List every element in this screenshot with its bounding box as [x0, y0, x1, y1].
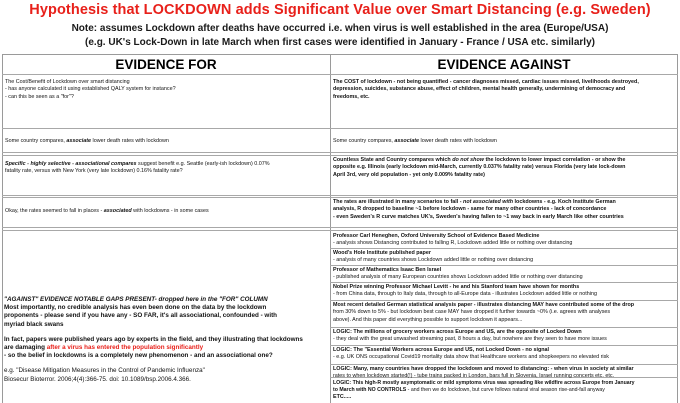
row-divider: [330, 327, 678, 328]
evidence-gaps-red-highlight: after a virus has entered the population significantly: [46, 344, 204, 352]
against-logic-essential-workers: [333, 347, 675, 362]
against-logic-dropped-line1: LOGIC: Many, many countries have dropped the lockdown and moved to distancing: - when virus in society at similar: [333, 366, 634, 372]
row-divider: [2, 230, 330, 231]
evidence-gaps-line2: proponents - please send if you have any - SO FAR, it's all associational, confounded - with: [4, 312, 278, 320]
table-border-right: [677, 54, 678, 403]
row-divider: [2, 152, 330, 153]
row-divider: [330, 248, 678, 249]
page-title: Hypothesis that LOCKDOWN adds Significant Value over Smart Distancing (e.g. Sweden): [29, 2, 651, 18]
row-divider: [330, 364, 678, 365]
row-divider: [330, 74, 678, 75]
against-row-cost-of-lockdown: [333, 79, 675, 101]
row-divider: [330, 128, 678, 129]
for-row-country-compares-emphasis: associate: [66, 138, 91, 144]
for-row-cost-benefit-line2: - has anyone calculated it using established QALY system for instance?: [5, 86, 176, 93]
evidence-for-header: EVIDENCE FOR: [115, 57, 217, 72]
for-row-country-compares: [5, 138, 328, 145]
against-ben-israel: [333, 267, 675, 282]
row-divider: [2, 195, 330, 196]
for-row-evidence-gaps: [4, 296, 328, 384]
against-logic-high-r: [333, 380, 675, 393]
against-row-country-compares-text-end: lower death rates with lockdown: [419, 138, 497, 144]
against-heneghen-detail: - analysis shows Distancing contributed to falling R, Lockdown added little or nothing over distancing: [333, 240, 573, 247]
against-logic-essential-title: LOGIC: The "Essential Workers across Europe and US, not Locked Down - no signal: [333, 347, 550, 353]
against-row-state-compares: [333, 157, 675, 179]
column-divider: [330, 54, 331, 403]
row-divider: [2, 197, 330, 198]
row-divider: [2, 128, 330, 129]
for-row-cost-benefit: [5, 79, 328, 101]
reference-title: e.g. "Disease Mitigation Measures in the Control of Pandemic Influenza": [4, 367, 205, 375]
against-row-rates-line3: - even Sweden's R curve matches UK's, Sweden's having fallen to ~1 way back in early March like other countries: [333, 213, 624, 220]
for-row-specific-compares-text: suggest benefit e.g. Seattle (early-ish lockdown) 0.07%: [136, 161, 270, 167]
against-etc: ETC.....: [333, 394, 352, 400]
against-row-rates-not-associated: [333, 199, 675, 221]
reference-citation: Biosecur Bioterror. 2006;4(4):366-75. doi: 10.1089/bsp.2006.4.366.: [4, 375, 191, 383]
row-divider: [2, 155, 330, 156]
against-row-country-compares-emphasis: associate: [394, 138, 419, 144]
row-divider: [2, 74, 330, 75]
against-german-analysis-line3: above). And this paper did everything possible to support lockdown it appears...: [333, 316, 523, 323]
against-row-country-compares: [333, 138, 675, 145]
for-row-cost-benefit-line1: The Cost/Benefit of Lockdown over smart distancing: [5, 79, 130, 85]
against-row-country-compares-text: Some country compares,: [333, 138, 395, 144]
evidence-gaps-papers-line3: - so the belief in lockdowns is a completely new phenomenon - and an associational one?: [4, 352, 273, 360]
for-row-country-compares-text: Some country compares,: [5, 138, 67, 144]
for-row-rates-fell-text: Okay, the rates seemed to fall in places -: [5, 208, 104, 214]
against-row-state-compares-text-end: the lockdown to lower impact correlation - or show the: [483, 157, 626, 163]
against-woods-hole: [333, 250, 675, 265]
against-ben-israel-title: Professor of Mathematics Isaac Ben Israel: [333, 267, 442, 273]
against-logic-high-r-emphasis: to March with NO CONTROLS: [333, 386, 407, 393]
for-row-rates-fell-emphasis: associated: [103, 208, 132, 214]
for-row-country-compares-text-end: lower death rates with lockdown: [91, 138, 169, 144]
assumption-note: Note: assumes Lockdown after deaths have occurred i.e. when virus is well established in the area (Europe/USA): [71, 23, 609, 34]
against-logic-dropped-line2: rates to when lockdown started(!) - tube trains packed in London, bars full in Slovenia, Israel running concerts etc. etc.: [333, 373, 615, 380]
row-divider: [330, 152, 678, 153]
evidence-against-header: EVIDENCE AGAINST: [437, 57, 571, 72]
against-logic-high-r-line1: LOGIC: This high-R mostly asymptomatic or mild symptoms virus was spreading like wildfire across Europe from January: [333, 380, 635, 386]
against-woods-hole-title: Wood's Hole Institute published paper: [333, 250, 431, 256]
row-divider: [330, 230, 678, 231]
table-border-left: [2, 54, 3, 403]
against-logic-grocery-detail: - they deal with the great unwashed streaming past, 8 hours a day, but nowhere are they seen to have more issues: [333, 336, 607, 343]
against-row-state-compares-line3: April 3rd, very old population - yet only 0.009% fatality rate): [333, 171, 485, 178]
row-divider: [2, 227, 330, 228]
against-logic-essential-detail: - e.g. UK ONS occupational Covid19 mortality data show that Healthcare workers and shopkeepers no elevated risk: [333, 354, 609, 361]
evidence-gaps-line1: Most importantly, no credible analysis has even been done on the data by the lockdown: [4, 304, 267, 312]
against-levitt-detail: - from China data, through to Italy data, through to all-Europe data - illustrates Lockdown added little or nothing: [333, 291, 597, 298]
against-row-state-compares-text: Countless State and Country compares which: [333, 157, 453, 163]
against-logic-grocery-title: LOGIC: The millions of grocery workers across Europe and US, are the opposite of Locked Down: [333, 329, 582, 335]
for-row-rates-fell: [5, 208, 328, 215]
against-row-cost-line3: freedoms, etc.: [333, 93, 370, 100]
row-divider: [330, 155, 678, 156]
against-german-analysis-line1: Most recent detailed German statistical analysis paper - illustrates distancing MAY have contributed some of the drop: [333, 302, 635, 308]
evidence-gaps-papers-line2: are damaging: [4, 344, 47, 352]
against-row-rates-text-end: lockdowns - e.g. Koch Institute German: [513, 199, 616, 205]
against-levitt: [333, 284, 675, 299]
against-german-analysis: [333, 302, 675, 324]
against-woods-hole-detail: - analysis of many countries shows Lockdown added little or nothing over distancing: [333, 257, 534, 264]
for-row-specific-compares: [5, 161, 328, 176]
evidence-gaps-heading: "AGAINST" EVIDENCE NOTABLE GAPS PRESENT- dropped here in the "FOR" COLUMN: [4, 296, 268, 303]
against-ben-israel-detail: - published analysis of many European countries shows Lockdown added little or nothing over distancing: [333, 274, 583, 281]
against-row-rates-emphasis: not associated with: [463, 199, 514, 205]
against-row-rates-text: The rates are illustrated in many scenarios to fall -: [333, 199, 464, 205]
row-divider: [330, 195, 678, 196]
evidence-gaps-line3: myriad black swans: [4, 320, 64, 328]
evidence-gaps-papers-line1: In fact, papers were published years ago by experts in the field, and they illustrating that lockdowns: [4, 335, 303, 343]
row-divider: [330, 300, 678, 301]
against-logic-dropped-lockdown: [333, 366, 675, 381]
against-levitt-title: Nobel Prize winning Professor Michael Levitt - he and his Stanford team have shown for months: [333, 284, 580, 290]
row-divider: [330, 345, 678, 346]
for-row-specific-compares-emphasis: Specific - highly selective - associational compares: [5, 161, 137, 167]
for-row-cost-benefit-line3: - can this be seen as a "for"?: [5, 93, 74, 100]
against-heneghen-title: Professor Carl Heneghen, Oxford University School of Evidence Based Medicine: [333, 233, 540, 239]
for-row-specific-compares-line2: fatality rate, versus with New York (very late lockdown) 0.16% fatality rate?: [5, 168, 183, 175]
against-row-cost-line1: The COST of lockdown - not being quantified - cancer diagnoses missed, cardiac issues missed, livelihoods destroyed,: [333, 79, 639, 85]
for-row-rates-fell-text-end: with lockdowns - in some cases: [131, 208, 209, 214]
against-row-state-compares-line2: opposite e.g. Illinois (early lockdown mid-March, currently 0.037% fatality rate) versus Florida (very late lock-down: [333, 164, 626, 171]
against-row-cost-line2: depression, suicides, substance abuse, effect of children, mental health generally, undermining of democracy and: [333, 86, 626, 93]
row-divider: [330, 227, 678, 228]
against-logic-grocery-workers: [333, 329, 675, 344]
against-german-analysis-line2: from 30% down to 5% - but lockdown best case MAY have dropped it further towards ~0% (i.e. agrees with analyses: [333, 309, 611, 316]
row-divider: [330, 197, 678, 198]
against-row-state-compares-emphasis: do not show: [452, 157, 484, 163]
against-logic-high-r-line2: - and then we do lockdown, but curve follows natural viral season rise-and-fall anyway: [406, 386, 605, 393]
against-row-rates-line2: analysis, R dropped to baseline ~1 before lockdown - same for many other countries - lack of concordance: [333, 206, 607, 213]
against-heneghen: [333, 233, 675, 248]
row-divider: [330, 282, 678, 283]
assumption-note-example: (e.g. UK's Lock-Down in late March when first cases were identified in January - France / USA etc. similarly): [85, 37, 595, 48]
row-divider: [330, 265, 678, 266]
